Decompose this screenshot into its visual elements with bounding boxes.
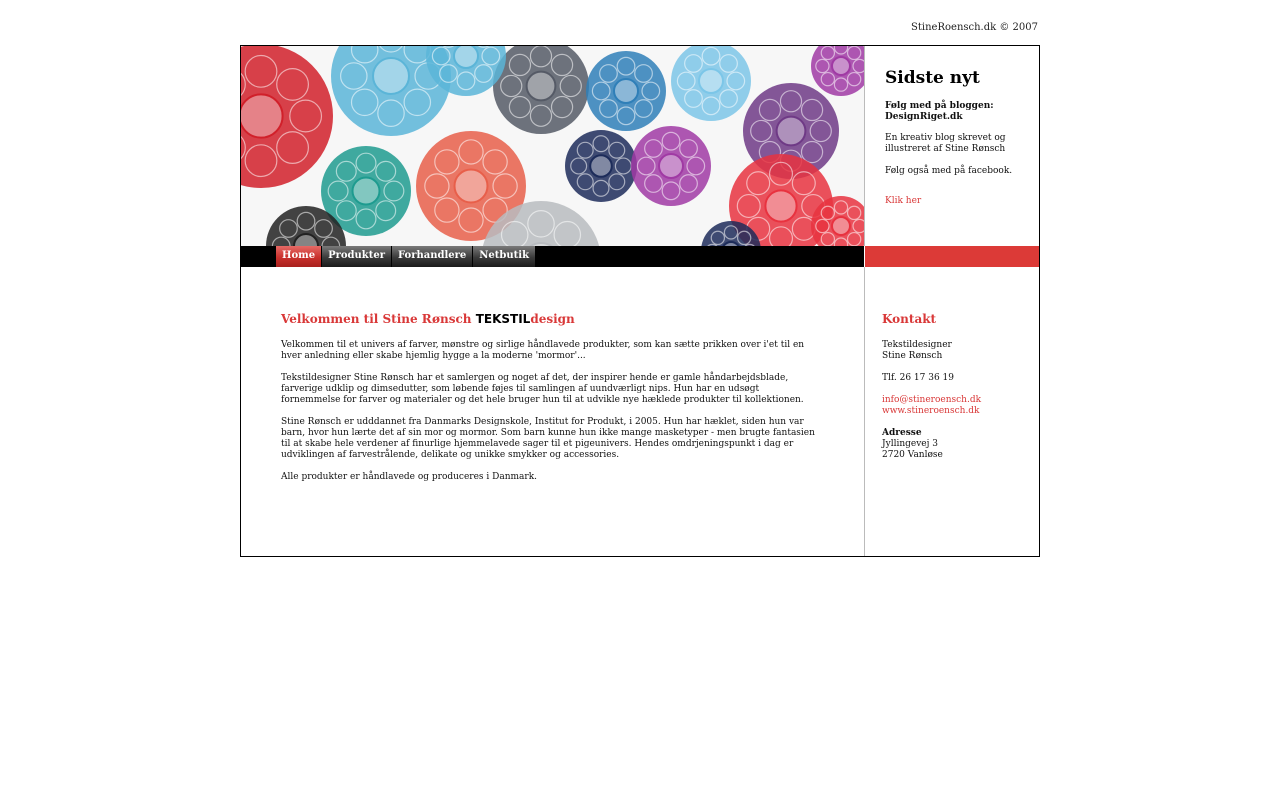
welcome-title-part1: Velkommen til Stine Rønsch — [281, 312, 476, 326]
contact-role: Tekstildesigner — [882, 340, 952, 350]
crochet-flower — [811, 46, 864, 96]
nav-item-netbutik[interactable]: Netbutik — [473, 246, 536, 267]
nav-item-forhandlere[interactable]: Forhandlere — [392, 246, 473, 267]
welcome-title — [281, 312, 821, 326]
blog-heading: Følg med på bloggen: DesignRiget.dk — [885, 101, 994, 122]
website-link[interactable]: www.stineroensch.dk — [882, 406, 980, 416]
news-title: Sidste nyt — [885, 68, 980, 88]
contact-panel — [882, 312, 1032, 472]
crochet-flowers-illustration — [241, 46, 864, 246]
contact-address — [882, 428, 1032, 461]
crochet-flower — [241, 46, 333, 188]
copyright-text: StineRoensch.dk © 2007 — [911, 22, 1038, 33]
contact-phone: Tlf. 26 17 36 19 — [882, 373, 955, 383]
crochet-flower — [586, 51, 666, 131]
intro-paragraph-3: Stine Rønsch er udddannet fra Danmarks Designskole, Institut for Produkt, i 2005. Hun har hæklet, siden hun var barn, hvor hun lærte det af sin mor og mormor. Som barn kunne hun ikke mange masketyper - men brugte fantasien til at skabe hele verdener af finurlige hjemmelavede sager til et pigeunivers. Hendes omdrjeningspunkt i dag er udviklingen af farvestrålende, delikate og unikke smykker og accessories. — [281, 417, 815, 460]
address-label: Adresse — [882, 428, 922, 438]
nav-bar — [241, 246, 864, 267]
intro-paragraph-4: Alle produkter er håndlavede og produceres i Danmark. — [281, 472, 538, 482]
main-content — [281, 312, 821, 494]
facebook-text: Følg også med på facebook. — [885, 166, 1013, 176]
address-city: 2720 Vanløse — [882, 450, 943, 460]
nav-item-produkter[interactable]: Produkter — [322, 246, 392, 267]
nav-bar-accent — [865, 246, 1039, 267]
contact-person — [882, 340, 1032, 362]
blog-text: En kreativ blog skrevet og illustreret af Stine Rønsch — [885, 133, 1006, 154]
intro-paragraph-2: Tekstildesigner Stine Rønsch har et samlergen og noget af det, der inspirer hende er gamle håndarbejdsblade, farverige udklip og dimsedutter, som løbende føjes til samlingen af uundværligt nips. Hun har en udsøgt fornemmelse for farver og materialer og det hele bruger hun til at udvikle nye hæklede produkter til kollektionen. — [281, 373, 804, 405]
intro-paragraph-1: Velkommen til et univers af farver, mønstre og sirlige håndlavede produkter, som kan sætte prikken over i'et til en hver anledning eller skabe hjemlig hygge a la moderne 'mormor'... — [281, 340, 805, 361]
main-nav — [276, 246, 536, 267]
banner-image — [241, 46, 864, 246]
welcome-title-part3: design — [530, 312, 575, 326]
crochet-flower — [565, 130, 637, 202]
welcome-title-part2: TEKSTIL — [475, 312, 531, 326]
crochet-flower — [631, 126, 711, 206]
facebook-link[interactable]: Klik her — [885, 196, 922, 206]
address-street: Jyllingevej 3 — [882, 439, 938, 449]
crochet-flower — [493, 46, 589, 134]
email-link[interactable]: info@stineroensch.dk — [882, 395, 982, 405]
nav-item-home[interactable]: Home — [276, 246, 322, 267]
contact-title: Kontakt — [882, 312, 937, 326]
news-panel — [864, 46, 1039, 246]
page-frame — [240, 45, 1040, 557]
crochet-flower — [671, 46, 751, 121]
contact-name: Stine Rønsch — [882, 351, 943, 361]
contact-links — [882, 395, 1032, 417]
column-divider — [864, 267, 865, 556]
